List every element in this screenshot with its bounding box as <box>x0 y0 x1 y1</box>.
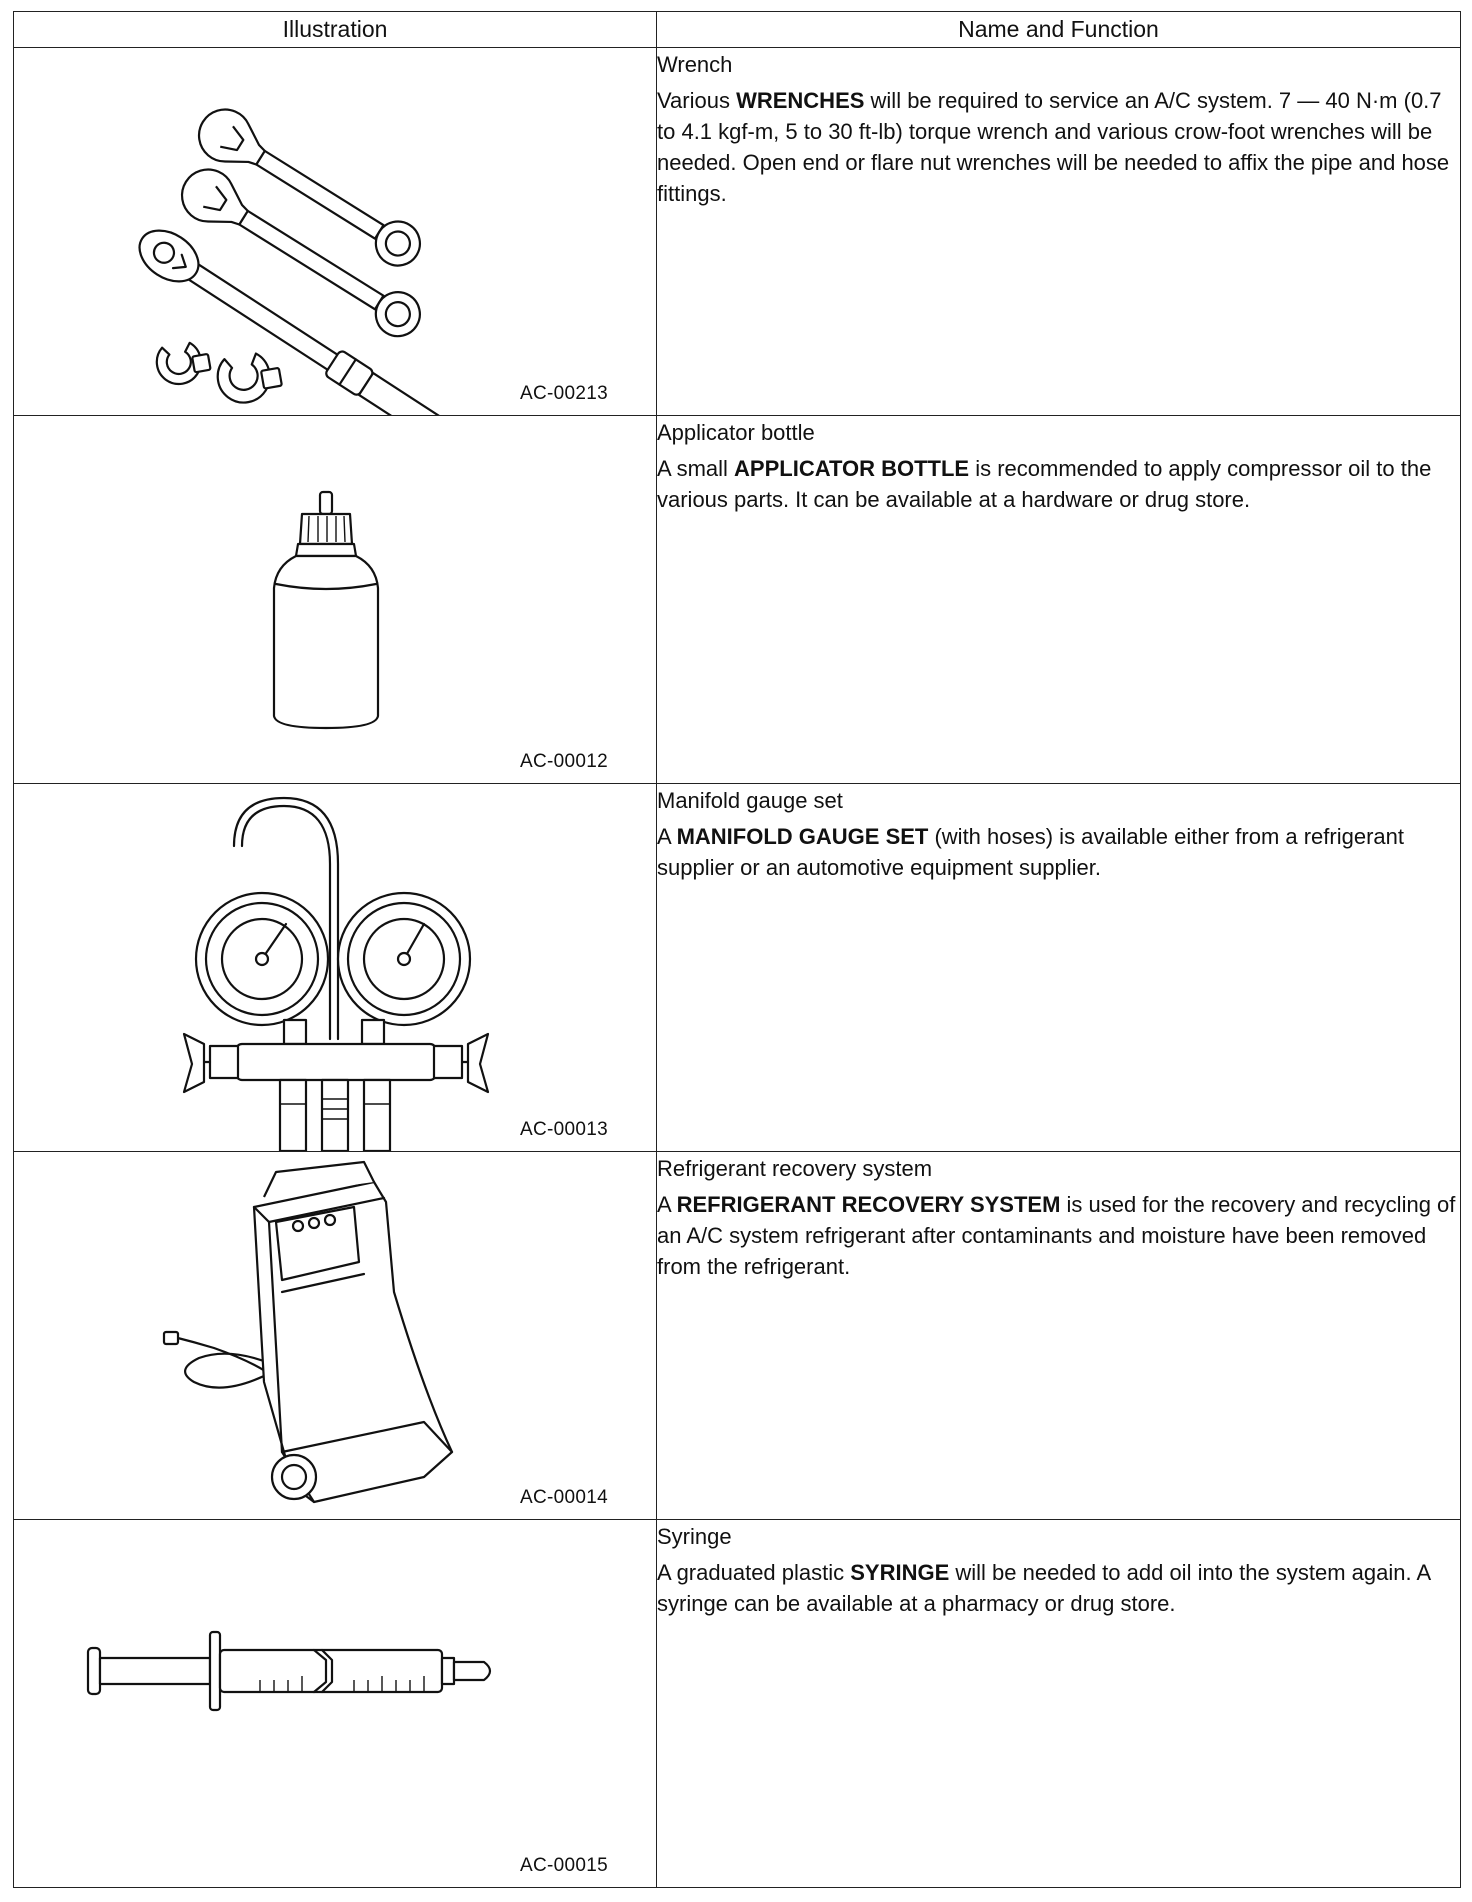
header-name-function: Name and Function <box>657 12 1461 48</box>
syringe-illustration-cell <box>14 1520 657 1888</box>
table-row <box>14 416 1461 784</box>
recovery-unit-icon <box>14 1152 657 1519</box>
table-row <box>14 48 1461 416</box>
syringe-text-cell <box>657 1520 1461 1888</box>
tool-description: Various WRENCHES will be required to service an A/C system. 7 — 40 N·m (0.7 to 4.1 kgf-m, 5 to 30 ft-lb) torque wrench and various crow-foot wrenches will be needed. Open end or flare nut wrenches will be needed to affix the pipe and hose fittings. <box>657 88 1450 206</box>
syringe-icon <box>14 1520 657 1887</box>
tool-name: Applicator bottle <box>657 420 815 445</box>
tools-table <box>13 11 1461 1888</box>
table-row <box>14 1520 1461 1888</box>
header-illustration: Illustration <box>14 12 657 48</box>
tool-name: Syringe <box>657 1524 732 1549</box>
tool-name: Wrench <box>657 52 733 77</box>
gauge-illustration-cell <box>14 784 657 1152</box>
tool-description: A graduated plastic SYRINGE will be needed to add oil into the system again. A syringe can be available at a pharmacy or drug store. <box>657 1560 1430 1616</box>
applicator-bottle-icon <box>14 416 657 783</box>
gauge-text-cell <box>657 784 1461 1152</box>
bottle-text-cell <box>657 416 1461 784</box>
recovery-illustration-cell <box>14 1152 657 1520</box>
tool-name: Refrigerant recovery system <box>657 1156 933 1181</box>
table-row <box>14 784 1461 1152</box>
table-row <box>14 1152 1461 1520</box>
wrench-icon <box>14 48 657 415</box>
figure-code: AC-00213 <box>520 383 608 404</box>
tool-description: A REFRIGERANT RECOVERY SYSTEM is used for the recovery and recycling of an A/C system refrigerant after contaminants and moisture have been removed from the refrigerant. <box>657 1192 1456 1279</box>
recovery-text-cell <box>657 1152 1461 1520</box>
figure-code: AC-00012 <box>520 751 608 772</box>
tool-name: Manifold gauge set <box>657 788 843 813</box>
figure-code: AC-00015 <box>520 1855 608 1876</box>
wrench-illustration-cell <box>14 48 657 416</box>
figure-code: AC-00013 <box>520 1119 608 1140</box>
figure-code: AC-00014 <box>520 1487 608 1508</box>
tool-description: A small APPLICATOR BOTTLE is recommended to apply compressor oil to the various parts. It can be available at a hardware or drug store. <box>657 456 1432 512</box>
header-row <box>14 12 1461 48</box>
tool-description: A MANIFOLD GAUGE SET (with hoses) is available either from a refrigerant supplier or an automotive equipment supplier. <box>657 824 1405 880</box>
manifold-gauge-icon <box>14 784 657 1151</box>
bottle-illustration-cell <box>14 416 657 784</box>
wrench-text-cell <box>657 48 1461 416</box>
